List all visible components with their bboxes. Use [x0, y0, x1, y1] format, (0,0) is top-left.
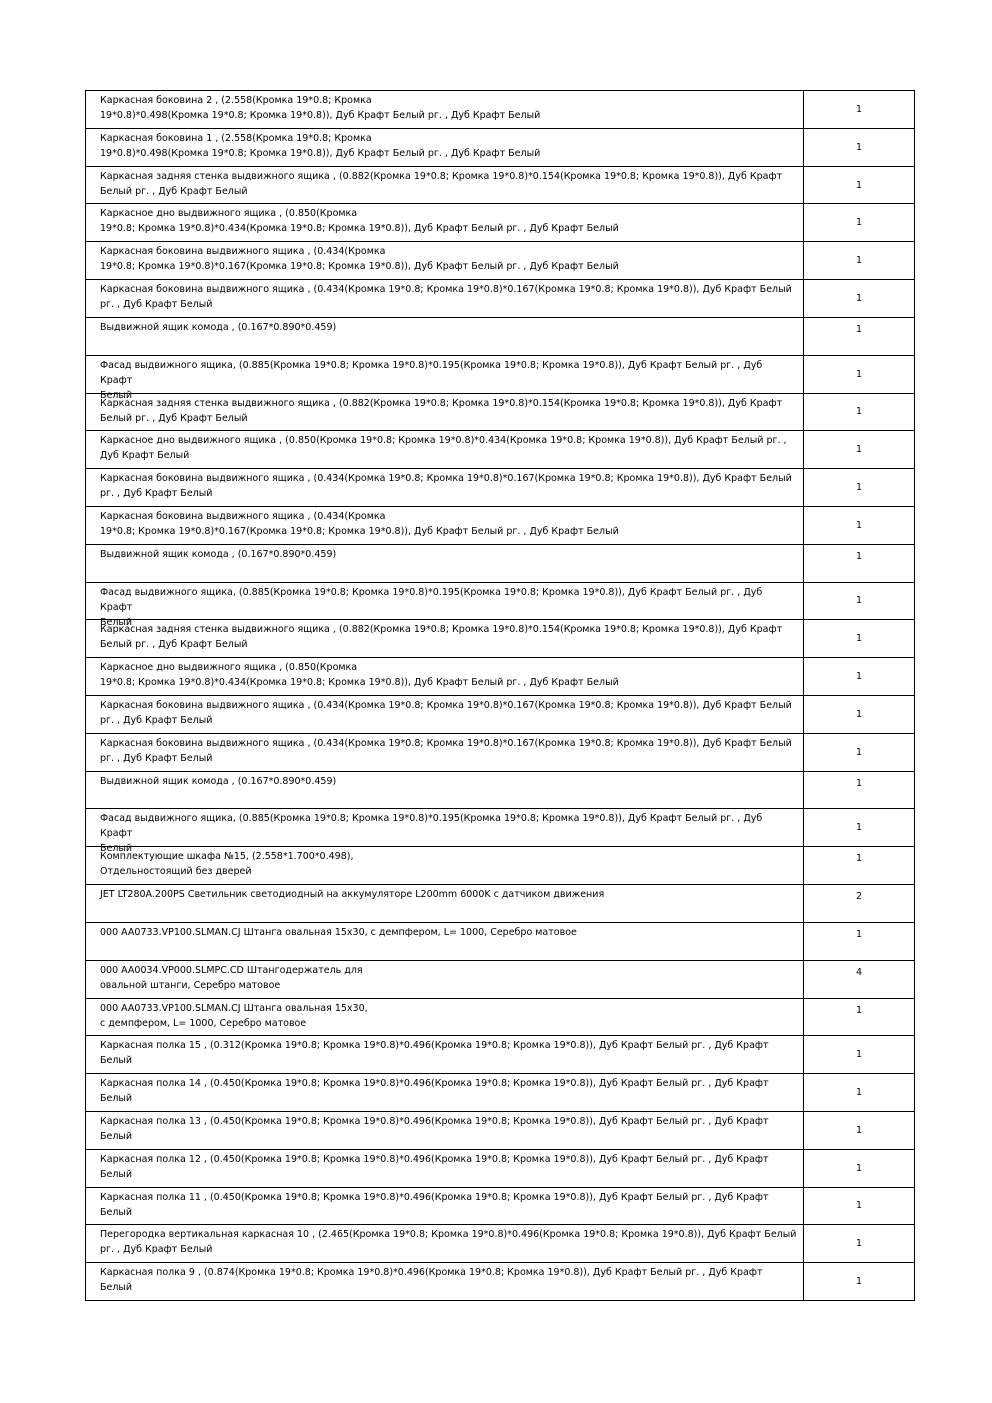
- item-description-cell: [86, 922, 804, 960]
- item-quantity: 1: [804, 242, 915, 280]
- item-quantity: 1: [804, 1187, 915, 1225]
- specification-table-body: [86, 91, 915, 1301]
- item-description-cell: [86, 1036, 804, 1074]
- item-description: Каркасная полка 11 , (0.450(Кромка 19*0.8; Кромка 19*0.8)*0.496(Кромка 19*0.8; Кромка 19*0.8)), Дуб Крафт Белый рг. , Дуб Крафт Белый: [100, 1191, 769, 1218]
- item-description-cell: [86, 998, 804, 1036]
- item-description: Каркасное дно выдвижного ящика , (0.850(Кромка 19*0.8; Кромка 19*0.8)*0.434(Кромка 19*0.8; Кромка 19*0.8)), Дуб Крафт Белый рг. , Дуб Крафт Белый: [100, 662, 619, 689]
- item-description: Каркасное дно выдвижного ящика , (0.850(Кромка 19*0.8; Кромка 19*0.8)*0.434(Кромка 19*0.8; Кромка 19*0.8)), Дуб Крафт Белый рг. , Дуб Крафт Белый: [100, 208, 619, 235]
- item-description-cell: [86, 355, 804, 401]
- item-description: 000 AA0034.VP000.SLMPC.CD Штангодержатель для овальной штанги, Серебро матовое: [100, 964, 363, 991]
- item-quantity: 1: [804, 1036, 915, 1074]
- item-description: Каркасная боковина 1 , (2.558(Кромка 19*0.8; Кромка 19*0.8)*0.498(Кромка 19*0.8; Кромка 19*0.8)), Дуб Крафт Белый рг. , Дуб Крафт Белый: [100, 132, 541, 159]
- specification-table: [85, 90, 915, 1301]
- table-row: [86, 166, 915, 204]
- item-description-cell: [86, 809, 804, 855]
- item-description-cell: [86, 885, 804, 923]
- item-description: Выдвижной ящик комода , (0.167*0.890*0.459): [100, 321, 337, 333]
- item-description: Каркасная боковина 2 , (2.558(Кромка 19*0.8; Кромка 19*0.8)*0.498(Кромка 19*0.8; Кромка 19*0.8)), Дуб Крафт Белый рг. , Дуб Крафт Белый: [100, 95, 541, 121]
- table-row: [86, 809, 915, 847]
- item-quantity: 1: [804, 696, 915, 734]
- table-row: [86, 620, 915, 658]
- table-row: [86, 847, 915, 885]
- item-description: Каркасная задняя стенка выдвижного ящика , (0.882(Кромка 19*0.8; Кромка 19*0.8)*0.154(Кромка 19*0.8; Кромка 19*0.8)), Дуб Крафт Белый рг. , Дуб Крафт Белый: [100, 624, 783, 651]
- table-row: [86, 1074, 915, 1112]
- table-row: [86, 1036, 915, 1074]
- item-description-cell: [86, 280, 804, 318]
- item-quantity: 1: [804, 733, 915, 771]
- item-quantity: 1: [804, 393, 915, 431]
- item-description-cell: [86, 431, 804, 469]
- table-row: [86, 128, 915, 166]
- item-description-cell: [86, 544, 804, 582]
- table-row: [86, 544, 915, 582]
- table-row: [86, 317, 915, 355]
- table-row: [86, 1111, 915, 1149]
- item-description-cell: [86, 1111, 804, 1149]
- item-description: Каркасная задняя стенка выдвижного ящика , (0.882(Кромка 19*0.8; Кромка 19*0.8)*0.154(Кромка 19*0.8; Кромка 19*0.8)), Дуб Крафт Белый рг. , Дуб Крафт Белый: [100, 397, 783, 424]
- item-quantity: 1: [804, 809, 915, 847]
- item-quantity: 1: [804, 771, 915, 809]
- table-row: [86, 506, 915, 544]
- table-row: [86, 393, 915, 431]
- item-quantity: 1: [804, 431, 915, 469]
- item-quantity: 1: [804, 204, 915, 242]
- item-description-cell: [86, 128, 804, 166]
- item-quantity: 1: [804, 128, 915, 166]
- item-quantity: 1: [804, 91, 915, 129]
- item-description-cell: [86, 166, 804, 204]
- item-quantity: 1: [804, 317, 915, 355]
- item-description-cell: [86, 1225, 804, 1263]
- table-row: [86, 431, 915, 469]
- table-row: [86, 960, 915, 998]
- item-description: Перегородка вертикальная каркасная 10 , (2.465(Кромка 19*0.8; Кромка 19*0.8)*0.496(Кромка 19*0.8; Кромка 19*0.8)), Дуб Крафт Белый рг. , Дуб Крафт Белый: [100, 1229, 797, 1256]
- table-row: [86, 242, 915, 280]
- item-quantity: 1: [804, 1263, 915, 1301]
- table-row: [86, 922, 915, 960]
- item-description-cell: [86, 469, 804, 507]
- item-description: Фасад выдвижного ящика, (0.885(Кромка 19*0.8; Кромка 19*0.8)*0.195(Кромка 19*0.8; Кромка 19*0.8)), Дуб Крафт Белый рг. , Дуб Крафт Белый: [100, 813, 763, 855]
- table-row: [86, 355, 915, 393]
- item-description-cell: [86, 1074, 804, 1112]
- item-quantity: 1: [804, 922, 915, 960]
- item-description-cell: [86, 658, 804, 696]
- table-row: [86, 885, 915, 923]
- table-row: [86, 1225, 915, 1263]
- item-quantity: 1: [804, 1111, 915, 1149]
- table-row: [86, 1149, 915, 1187]
- item-quantity: 1: [804, 1225, 915, 1263]
- table-row: [86, 733, 915, 771]
- item-quantity: 1: [804, 582, 915, 620]
- item-description: Каркасная боковина выдвижного ящика , (0.434(Кромка 19*0.8; Кромка 19*0.8)*0.167(Кромка 19*0.8; Кромка 19*0.8)), Дуб Крафт Белый рг. , Дуб Крафт Белый: [100, 737, 792, 764]
- item-description-cell: [86, 1149, 804, 1187]
- item-description: JET LT280A.200PS Светильник светодиодный на аккумуляторе L200mm 6000K с датчиком движения: [100, 889, 605, 901]
- item-description-cell: [86, 1187, 804, 1225]
- item-description: Каркасная задняя стенка выдвижного ящика , (0.882(Кромка 19*0.8; Кромка 19*0.8)*0.154(Кромка 19*0.8; Кромка 19*0.8)), Дуб Крафт Белый рг. , Дуб Крафт Белый: [100, 170, 783, 197]
- table-row: [86, 1263, 915, 1301]
- table-row: [86, 1187, 915, 1225]
- item-description-cell: [86, 960, 804, 998]
- item-description-cell: [86, 506, 804, 544]
- item-description-cell: [86, 1263, 804, 1301]
- item-description: Каркасное дно выдвижного ящика , (0.850(Кромка 19*0.8; Кромка 19*0.8)*0.434(Кромка 19*0.8; Кромка 19*0.8)), Дуб Крафт Белый рг. , Дуб Крафт Белый: [100, 435, 787, 462]
- item-description: Каркасная полка 9 , (0.874(Кромка 19*0.8; Кромка 19*0.8)*0.496(Кромка 19*0.8; Кромка 19*0.8)), Дуб Крафт Белый рг. , Дуб Крафт Белый: [100, 1267, 763, 1294]
- item-quantity: 1: [804, 355, 915, 393]
- item-description: Каркасная боковина выдвижного ящика , (0.434(Кромка 19*0.8; Кромка 19*0.8)*0.167(Кромка 19*0.8; Кромка 19*0.8)), Дуб Крафт Белый рг. , Дуб Крафт Белый: [100, 246, 619, 273]
- item-description: 000 AA0733.VP100.SLMAN.CJ Штанга овальная 15x30, с демпфером, L= 1000, Серебро матовое: [100, 926, 577, 938]
- item-quantity: 1: [804, 1074, 915, 1112]
- item-description-cell: [86, 91, 804, 129]
- table-row: [86, 204, 915, 242]
- table-row: [86, 280, 915, 318]
- item-description-cell: [86, 696, 804, 734]
- table-row: [86, 658, 915, 696]
- item-description: 000 AA0733.VP100.SLMAN.CJ Штанга овальная 15x30, с демпфером, L= 1000, Серебро матовое: [100, 1002, 368, 1029]
- item-quantity: 1: [804, 998, 915, 1036]
- item-quantity: 1: [804, 166, 915, 204]
- item-quantity: 1: [804, 658, 915, 696]
- item-quantity: 1: [804, 620, 915, 658]
- item-description: Каркасная полка 13 , (0.450(Кромка 19*0.8; Кромка 19*0.8)*0.496(Кромка 19*0.8; Кромка 19*0.8)), Дуб Крафт Белый рг. , Дуб Крафт Белый: [100, 1115, 769, 1142]
- item-description: Фасад выдвижного ящика, (0.885(Кромка 19*0.8; Кромка 19*0.8)*0.195(Кромка 19*0.8; Кромка 19*0.8)), Дуб Крафт Белый рг. , Дуб Крафт Белый: [100, 359, 763, 401]
- table-row: [86, 998, 915, 1036]
- item-description-cell: [86, 620, 804, 658]
- item-description: Каркасная полка 12 , (0.450(Кромка 19*0.8; Кромка 19*0.8)*0.496(Кромка 19*0.8; Кромка 19*0.8)), Дуб Крафт Белый рг. , Дуб Крафт Белый: [100, 1153, 769, 1180]
- item-description: Выдвижной ящик комода , (0.167*0.890*0.459): [100, 548, 337, 560]
- item-description-cell: [86, 582, 804, 628]
- item-description-cell: [86, 242, 804, 280]
- item-description: Каркасная боковина выдвижного ящика , (0.434(Кромка 19*0.8; Кромка 19*0.8)*0.167(Кромка 19*0.8; Кромка 19*0.8)), Дуб Крафт Белый рг. , Дуб Крафт Белый: [100, 473, 792, 500]
- item-description-cell: [86, 393, 804, 431]
- item-description-cell: [86, 847, 804, 885]
- item-description: Каркасная боковина выдвижного ящика , (0.434(Кромка 19*0.8; Кромка 19*0.8)*0.167(Кромка 19*0.8; Кромка 19*0.8)), Дуб Крафт Белый рг. , Дуб Крафт Белый: [100, 510, 619, 537]
- table-row: [86, 469, 915, 507]
- item-quantity: 1: [804, 506, 915, 544]
- table-row: [86, 582, 915, 620]
- item-quantity: 1: [804, 1149, 915, 1187]
- item-quantity: 1: [804, 847, 915, 885]
- item-quantity: 2: [804, 885, 915, 923]
- table-row: [86, 696, 915, 734]
- item-description: Каркасная полка 14 , (0.450(Кромка 19*0.8; Кромка 19*0.8)*0.496(Кромка 19*0.8; Кромка 19*0.8)), Дуб Крафт Белый рг. , Дуб Крафт Белый: [100, 1078, 769, 1105]
- item-description: Каркасная полка 15 , (0.312(Кромка 19*0.8; Кромка 19*0.8)*0.496(Кромка 19*0.8; Кромка 19*0.8)), Дуб Крафт Белый рг. , Дуб Крафт Белый: [100, 1040, 769, 1067]
- item-description: Выдвижной ящик комода , (0.167*0.890*0.459): [100, 775, 337, 787]
- item-description: Комплектующие шкафа №15, (2.558*1.700*0.498), Отдельностоящий без дверей: [100, 851, 354, 878]
- item-description-cell: [86, 771, 804, 809]
- table-row: [86, 771, 915, 809]
- item-description: Каркасная боковина выдвижного ящика , (0.434(Кромка 19*0.8; Кромка 19*0.8)*0.167(Кромка 19*0.8; Кромка 19*0.8)), Дуб Крафт Белый рг. , Дуб Крафт Белый: [100, 284, 792, 311]
- item-quantity: 1: [804, 544, 915, 582]
- item-description-cell: [86, 317, 804, 355]
- item-quantity: 1: [804, 469, 915, 507]
- item-description: Фасад выдвижного ящика, (0.885(Кромка 19*0.8; Кромка 19*0.8)*0.195(Кромка 19*0.8; Кромка 19*0.8)), Дуб Крафт Белый рг. , Дуб Крафт Белый: [100, 586, 763, 628]
- item-description-cell: [86, 733, 804, 771]
- item-description-cell: [86, 204, 804, 242]
- table-row: [86, 91, 915, 129]
- item-quantity: 4: [804, 960, 915, 998]
- item-description: Каркасная боковина выдвижного ящика , (0.434(Кромка 19*0.8; Кромка 19*0.8)*0.167(Кромка 19*0.8; Кромка 19*0.8)), Дуб Крафт Белый рг. , Дуб Крафт Белый: [100, 700, 792, 726]
- item-quantity: 1: [804, 280, 915, 318]
